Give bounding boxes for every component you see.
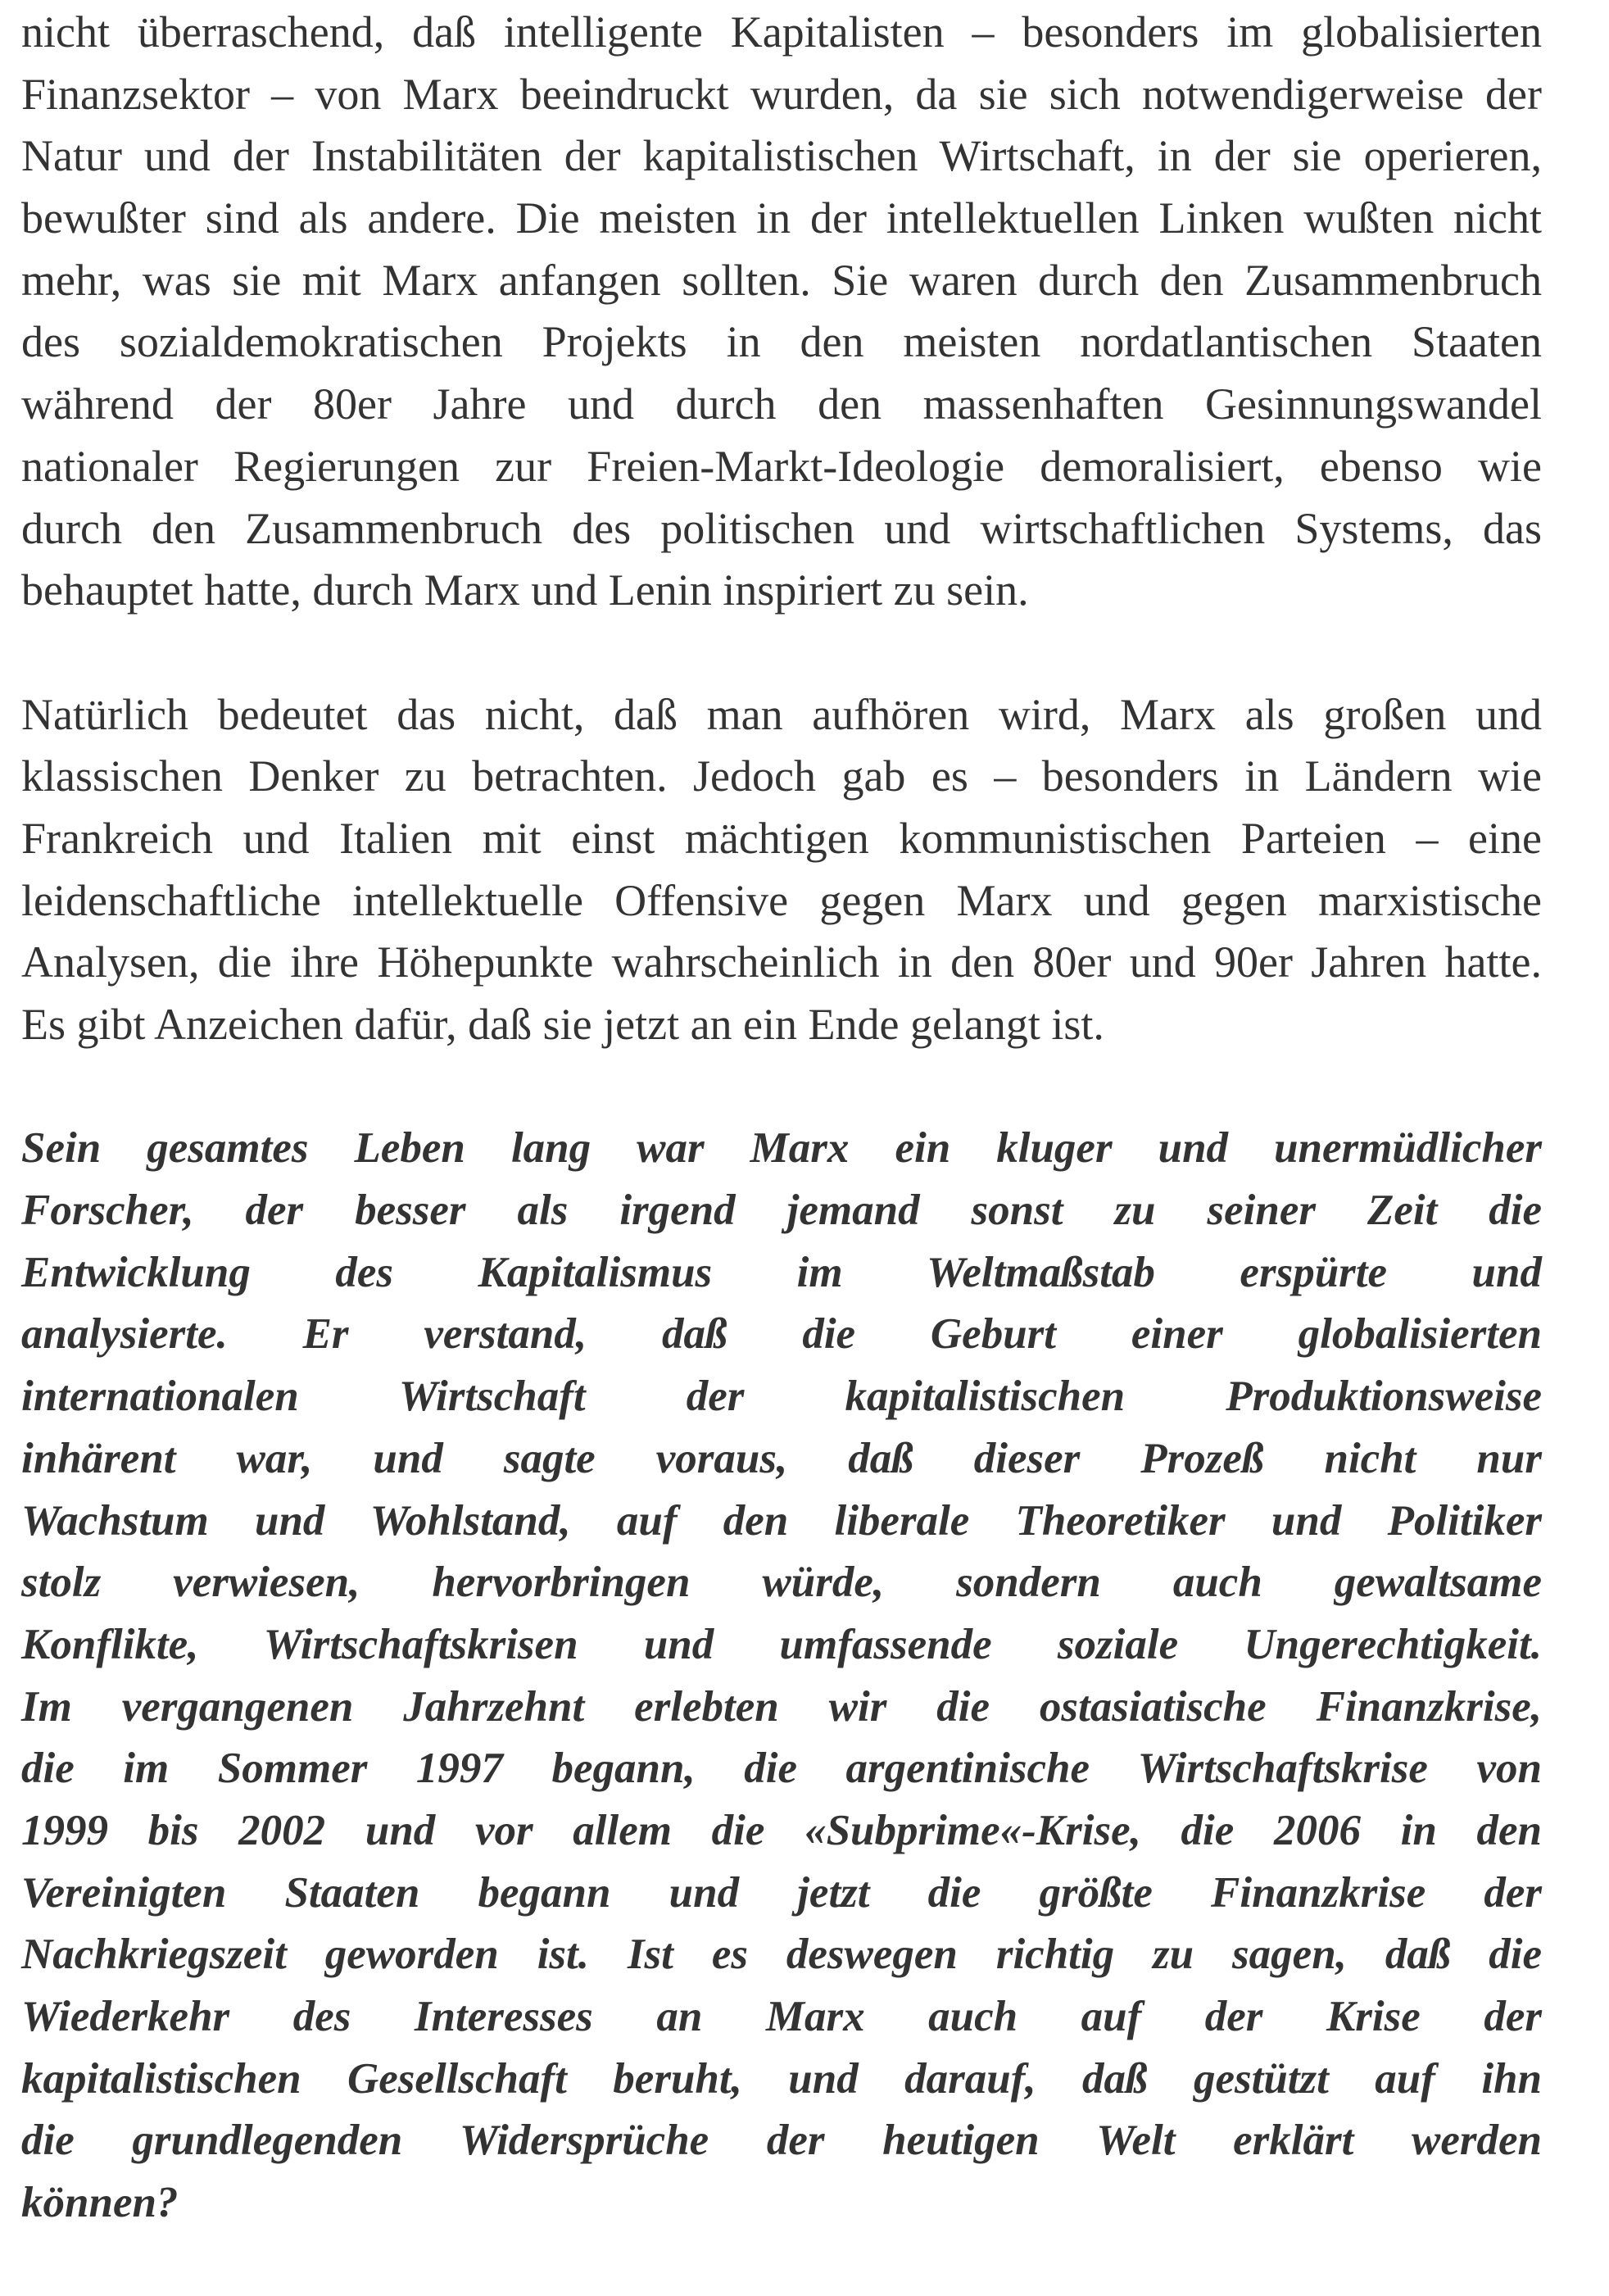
text-line: Entwicklung des Kapitalismus im Weltmaßstab erspürte und [21,1248,1542,1296]
text-line: können? [21,2179,179,2227]
text-line: stolz verwiesen, hervorbringen würde, sondern auch gewaltsame [21,1559,1542,1607]
text-line: Forscher, der besser als irgend jemand sonst zu seiner Zeit die [21,1187,1542,1235]
paragraph-3-question [21,1118,1542,2234]
text-line: Im vergangenen Jahrzehnt erlebten wir die ostasiatische Finanzkrise, [21,1682,1542,1731]
text-line: Vereinigten Staaten begann und jetzt die größte Finanzkrise der [21,1868,1542,1917]
text-line: mehr, was sie mit Marx anfangen sollten. Sie waren durch den Zusammenbruch [21,255,1542,305]
text-line: Konflikte, Wirtschaftskrisen und umfassende soziale Ungerechtigkeit. [21,1620,1542,1668]
text-line: Frankreich und Italien mit einst mächtigen kommunistischen Parteien – eine [21,813,1542,863]
text-line: 1999 bis 2002 und vor allem die «Subprime«-Krise, die 2006 in den [21,1806,1542,1854]
text-line: Nachkriegszeit geworden ist. Ist es deswegen richtig zu sagen, daß die [21,1931,1542,1979]
text-line: klassischen Denker zu betrachten. Jedoch gab es – besonders in Ländern wie [21,751,1542,801]
text-line: Es gibt Anzeichen dafür, daß sie jetzt an ein Ende gelangt ist. [21,1000,1104,1049]
text-line: Wiederkehr des Interesses an Marx auch auf der Krise der [21,1993,1542,2040]
text-line: inhärent war, und sagte voraus, daß dieser Prozeß nicht nur [21,1434,1542,1482]
text-line: behauptet hatte, durch Marx und Lenin inspiriert zu sein. [21,565,1029,615]
paragraph-2 [21,684,1542,1056]
text-line: Natur und der Instabilitäten der kapitalistischen Wirtschaft, in der sie operieren, [21,131,1542,181]
text-line: nicht überraschend, daß intelligente Kapitalisten – besonders im globalisierten [21,7,1542,57]
text-line: des sozialdemokratischen Projekts in den meisten nordatlantischen Staaten [21,317,1542,367]
text-line: bewußter sind als andere. Die meisten in der intellektuellen Linken wußten nicht [21,193,1542,243]
text-line: Finanzsektor – von Marx beeindruckt wurden, da sie sich notwendigerweise der [21,69,1542,119]
text-line: analysierte. Er verstand, daß die Geburt einer globalisierten [21,1310,1542,1359]
text-line: Sein gesamtes Leben lang war Marx ein kluger und unermüdlicher [21,1124,1542,1173]
text-line: internationalen Wirtschaft der kapitalistischen Produktionsweise [21,1373,1542,1421]
article-body [21,2,1542,2296]
text-line: Analysen, die ihre Höhepunkte wahrscheinlich in den 80er und 90er Jahren hatte. [21,937,1542,987]
text-line: durch den Zusammenbruch des politischen und wirtschaftlichen Systems, das [21,503,1542,553]
paragraph-1 [21,2,1542,622]
text-line: die im Sommer 1997 begann, die argentinische Wirtschaftskrise von [21,1745,1542,1793]
text-line: Wachstum und Wohlstand, auf den liberale Theoretiker und Politiker [21,1496,1542,1545]
text-line: leidenschaftliche intellektuelle Offensive gegen Marx und gegen marxistische [21,875,1542,925]
text-line: während der 80er Jahre und durch den massenhaften Gesinnungswandel [21,379,1542,429]
text-line: die grundlegenden Widersprüche der heutigen Welt erklärt werden [21,2117,1542,2165]
text-line: nationaler Regierungen zur Freien-Markt-Ideologie demoralisiert, ebenso wie [21,441,1542,491]
text-line: kapitalistischen Gesellschaft beruht, und darauf, daß gestützt auf ihn [21,2054,1542,2103]
text-line: Natürlich bedeutet das nicht, daß man aufhören wird, Marx als großen und [21,689,1542,739]
